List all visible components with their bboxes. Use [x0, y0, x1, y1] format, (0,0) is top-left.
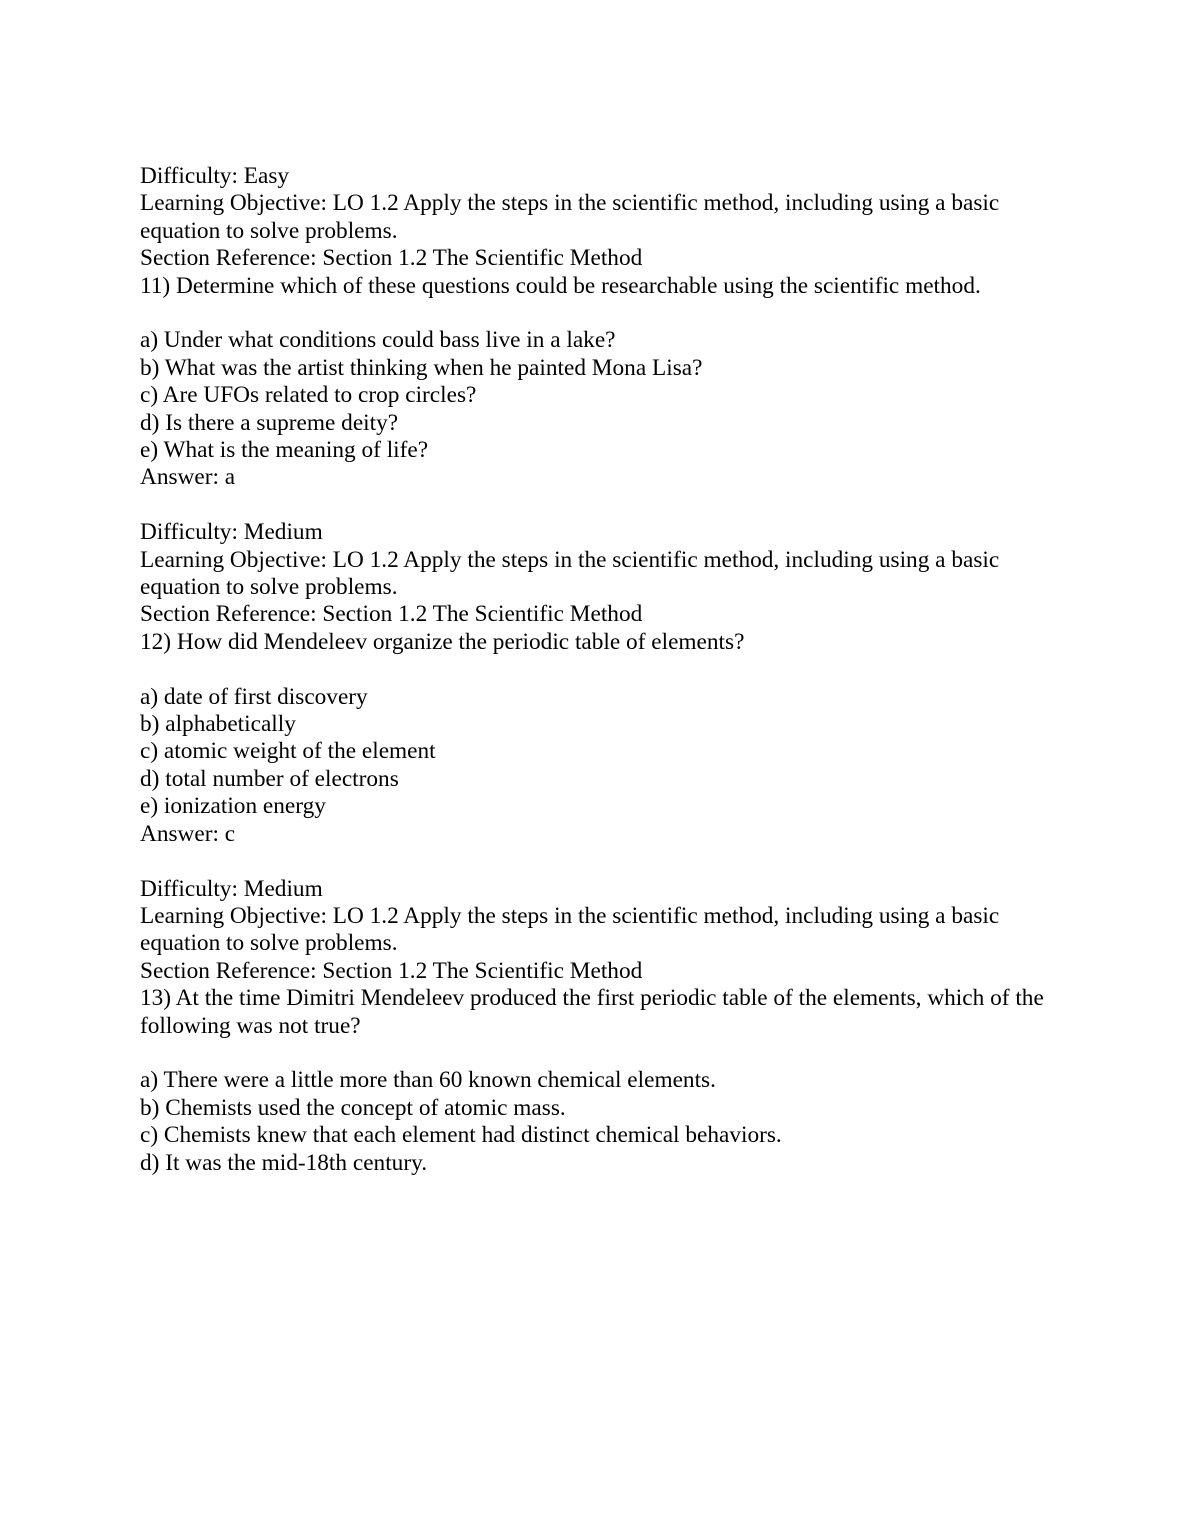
- question-13-option-d: d) It was the mid-18th century.: [140, 1149, 428, 1176]
- question-11-option-c: c) Are UFOs related to crop circles?: [140, 382, 477, 409]
- question-12-option-d: d) total number of electrons: [140, 765, 399, 792]
- learning-objective-line: Learning Objective: LO 1.2 Apply the steps in the scientific method, including using a basic equation to solve problems.: [140, 190, 1000, 244]
- question-11-option-a: a) Under what conditions could bass live in a lake?: [140, 327, 616, 354]
- question-13-option-b: b) Chemists used the concept of atomic mass.: [140, 1094, 566, 1121]
- question-11-options: [140, 327, 1050, 464]
- question-12-meta: [140, 876, 1050, 986]
- question-11-option-b: b) What was the artist thinking when he painted Mona Lisa?: [140, 354, 703, 381]
- question-12-options: [140, 684, 1050, 821]
- question-11-option-d: d) Is there a supreme deity?: [140, 409, 399, 436]
- section-reference-line: Section Reference: Section 1.2 The Scientific Method: [140, 957, 643, 984]
- learning-objective-line: Learning Objective: LO 1.2 Apply the steps in the scientific method, including using a basic equation to solve problems.: [140, 902, 1000, 957]
- question-12-option-c: c) atomic weight of the element: [140, 738, 436, 765]
- section-reference-line: Section Reference: Section 1.2 The Scientific Method: [140, 601, 643, 628]
- question-11-option-e: e) What is the meaning of life?: [140, 437, 429, 464]
- section-reference-line: Section Reference: Section 1.2 The Scientific Method: [140, 245, 643, 272]
- question-11-answer: Answer: a: [140, 464, 236, 491]
- meta-block-top: [140, 163, 1050, 273]
- question-11-meta: [140, 519, 1050, 629]
- difficulty-line: Difficulty: Medium: [140, 875, 323, 902]
- question-12-option-a: a) date of first discovery: [140, 683, 368, 710]
- difficulty-line: Difficulty: Medium: [140, 519, 323, 546]
- question-12-answer: Answer: c: [140, 820, 236, 847]
- page-content: [140, 163, 1050, 1177]
- question-12-stem: 12) How did Mendeleev organize the periodic table of elements?: [140, 628, 745, 655]
- question-12-option-b: b) alphabetically: [140, 711, 296, 738]
- question-13-option-a: a) There were a little more than 60 known chemical elements.: [140, 1067, 716, 1094]
- question-13-options: [140, 1067, 1050, 1177]
- question-13-stem: 13) At the time Dimitri Mendeleev produced the first periodic table of the elements, which of the following was not true?: [140, 985, 1044, 1039]
- question-11-stem: 11) Determine which of these questions could be researchable using the scientific method.: [140, 272, 981, 299]
- difficulty-line: Difficulty: Easy: [140, 163, 290, 189]
- learning-objective-line: Learning Objective: LO 1.2 Apply the steps in the scientific method, including using a basic equation to solve problems.: [140, 546, 1000, 601]
- question-13-option-c: c) Chemists knew that each element had distinct chemical behaviors.: [140, 1122, 782, 1149]
- question-12-option-e: e) ionization energy: [140, 793, 326, 820]
